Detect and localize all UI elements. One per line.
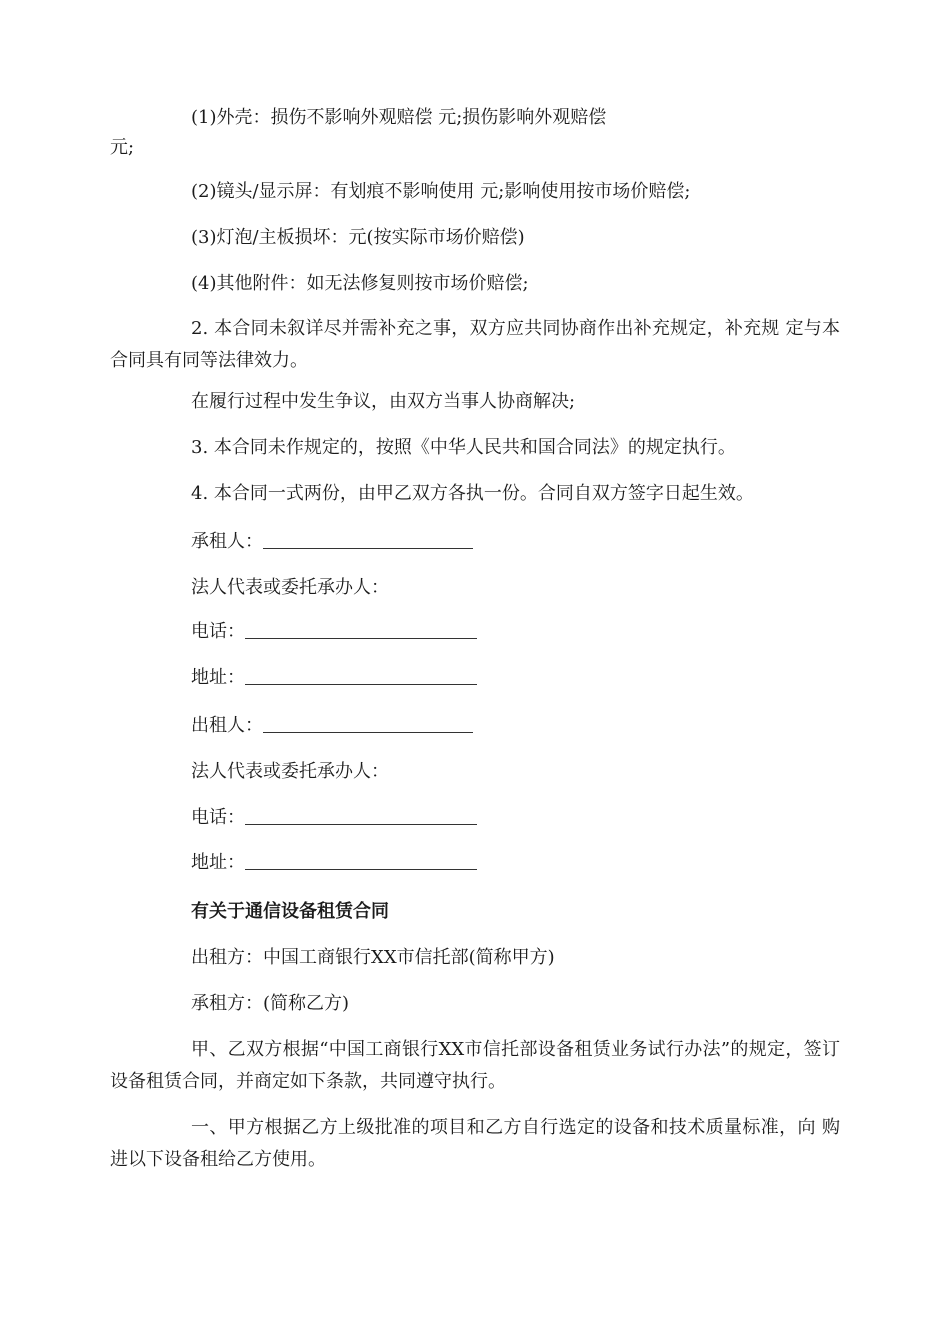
lessor-phone-row (191, 806, 477, 830)
lessee-rep-row: 法人代表或委托承办人： (191, 577, 389, 598)
lessor-address-label: 地址： (191, 852, 245, 873)
lessor-phone-label: 电话： (191, 807, 245, 828)
lessee-address-row (191, 666, 477, 690)
item-1-continuation: 元; (110, 137, 135, 158)
contract-title: 有关于通信设备租赁合同 (191, 901, 389, 922)
lessor-party: 出租方：中国工商银行XX市信托部(简称甲方) (191, 947, 555, 968)
contract-preamble: 甲、乙双方根据“中国工商银行XX市信托部设备租赁业务试行办法”的规定，签订设备租赁合同，并商定如下条款，共同遵守执行。 (110, 1039, 840, 1092)
lessee-phone-blank (245, 620, 477, 639)
lessee-party: 承租方：(简称乙方) (191, 993, 350, 1014)
lessee-phone-label: 电话： (191, 621, 245, 642)
lessee-address-label: 地址： (191, 667, 245, 688)
lessor-signature-row (191, 714, 473, 738)
lessee-label: 承租人： (191, 531, 263, 552)
lessor-blank (263, 714, 473, 733)
lessor-address-blank (245, 851, 477, 870)
clause-3: 3. 本合同未作规定的，按照《中华人民共和国合同法》的规定执行。 (191, 437, 736, 458)
clause-2: 2. 本合同未叙详尽并需补充之事，双方应共同协商作出补充规定，补充规 定与本合同具有同等法律效力。 (110, 318, 840, 371)
lessee-phone-row (191, 620, 477, 644)
item-3-bulb: (3)灯泡/主板损坏：元(按实际市场价赔偿) (191, 227, 525, 248)
lessor-rep-row: 法人代表或委托承办人： (191, 761, 389, 782)
lessee-address-blank (245, 666, 477, 685)
item-1-shell: (1)外壳：损伤不影响外观赔偿 元;损伤影响外观赔偿 (191, 107, 607, 128)
clause-4: 4. 本合同一式两份，由甲乙双方各执一份。合同自双方签字日起生效。 (191, 483, 754, 504)
lessor-label: 出租人： (191, 715, 263, 736)
lessor-phone-blank (245, 806, 477, 825)
article-1: 一、甲方根据乙方上级批准的项目和乙方自行选定的设备和技术质量标准，向 购进以下设备租给乙方使用。 (110, 1117, 840, 1170)
lessee-signature-row (191, 530, 473, 554)
lessee-blank (263, 530, 473, 549)
lessor-address-row (191, 851, 477, 875)
dispute-clause: 在履行过程中发生争议，由双方当事人协商解决; (191, 391, 576, 412)
item-4-accessories: (4)其他附件：如无法修复则按市场价赔偿; (191, 273, 529, 294)
item-2-lens: (2)镜头/显示屏：有划痕不影响使用 元;影响使用按市场价赔偿; (191, 181, 691, 202)
